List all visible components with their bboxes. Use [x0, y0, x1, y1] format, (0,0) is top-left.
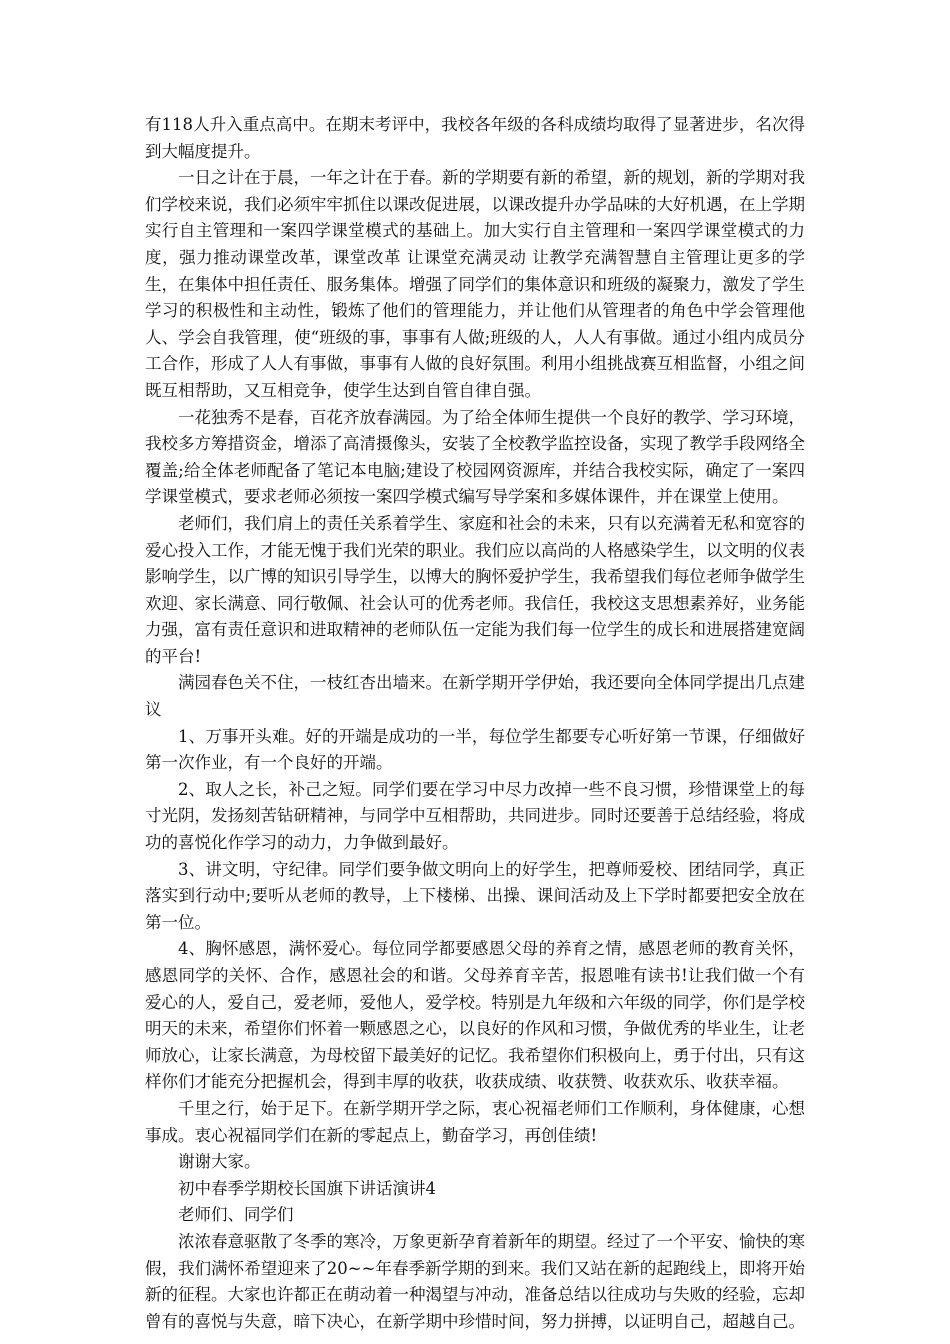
paragraph-new-semester: 一日之计在于晨，一年之计在于春。新的学期要有新的希望，新的规划，新的学期对我们学校来说，我们必须牢牢抓住以课改促进展，以课改提升办学品味的大好机遇，在上学期实行自主管理和一案四学课堂模式的基础上。加大实行自主管理和一案四学课堂模式的力度，强力推动课堂改革，课堂改革 让课堂充满灵动 让教学充满智慧自主管理让更多的学生，在集体中担任责任、服务集体。增强了同学们的集体意识和班级的凝聚力，激发了学生学习的积极性和主动性，锻炼了他们的管理能力，并让他们从管理者的角色中学会管理他人、学会自我管理，使“班级的事，事事有人做;班级的人，人人有事做。通过小组内成员分工合作，形成了人人有事做，事事有人做的良好氛围。利用小组挑战赛互相监督，小组之间既互相帮助，又互相竞争，使学生达到自管自律自强。 [145, 168, 805, 400]
paragraph-teachers: 老师们，我们肩上的责任关系着学生、家庭和社会的未来，只有以充满着无私和宽容的爱心投入工作，才能无愧于我们光荣的职业。我们应以高尚的人格感染学生，以文明的仪表影响学生，以广博的知识引导学生，以博大的胸怀爱护学生，我希望我们每位老师争做学生欢迎、家长满意、同行敬佩、社会认可的优秀老师。我信任，我校这支思想素养好，业务能力强，富有责任意识和进取精神的老师队伍一定能为我们每一位学生的成长和进展搭建宽阔的平台! [145, 513, 805, 666]
paragraph-suggestion-2: 2、取人之长，补己之短。同学们要在学习中尽力改掉一些不良习惯，珍惜课堂上的每寸光阴，发扬刻苦钻研精神，与同学中互相帮助，共同进步。同时还要善于总结经验，将成功的喜悦化作学习的动力，力争做到最好。 [145, 779, 805, 853]
paragraph-spring-opening: 浓浓春意驱散了冬季的寒冷，万象更新孕育着新年的期望。经过了一个平安、愉快的寒假，我们满怀希望迎来了20~~年春季新学期的到来。我们又站在新的起跑线上，即将开始新的征程。大家也许都正在萌动着一种渴望与冲动，准备总结以往成功与失败的经验，忘却曾有的喜悦与失意，暗下决心，在新学期中珍惜时间，努力拼搏，以证明自己，超越自己。 [145, 1231, 805, 1331]
paragraph-suggestions-intro: 满园春色关不住，一枝红杏出墙来。在新学期开学伊始，我还要向全体同学提出几点建议 [145, 673, 805, 720]
paragraph-facilities: 一花独秀不是春，百花齐放春满园。为了给全体师生提供一个良好的教学、学习环境，我校多方筹措资金，增添了高清摄像头，安装了全校教学监控设备，实现了教学手段网络全覆盖;给全体老师配备了笔记本电脑;建设了校园网资源库，并结合我校实际，确定了一案四学课堂模式，要求老师必须按一案四学模式编写导学案和多媒体课件，并在课堂上使用。 [145, 407, 805, 507]
document-body [145, 112, 805, 1335]
paragraph-closing-wishes: 千里之行，始于足下。在新学期开学之际，衷心祝福老师们工作顺利，身体健康，心想事成。衷心祝福同学们在新的零起点上，勤奋学习，再创佳绩! [145, 1098, 805, 1145]
paragraph-continuation: 有118人升入重点高中。在期末考评中，我校各年级的各科成绩均取得了显著进步，名次得到大幅度提升。 [145, 115, 805, 161]
paragraph-suggestion-4: 4、胸怀感恩，满怀爱心。每位同学都要感恩父母的养育之情，感恩老师的教育关怀，感恩同学的关怀、合作，感恩社会的和谐。父母养育辛苦，报恩唯有读书!让我们做一个有爱心的人，爱自己，爱老师，爱他人，爱学校。特别是九年级和六年级的同学，你们是学校明天的未来，希望你们怀着一颗感恩之心，以良好的作风和习惯，争做优秀的毕业生，让老师放心，让家长满意，为母校留下最美好的记忆。我希望你们积极向上，勇于付出，只有这样你们才能充分把握机会，得到丰厚的收获，收获成绩、收获赞、收获欢乐、收获幸福。 [145, 939, 805, 1092]
paragraph-suggestion-3: 3、讲文明，守纪律。同学们要争做文明向上的好学生，把尊师爱校、团结同学，真正落实到行动中;要听从老师的教导，上下楼梯、出操、课间活动及上下学时都要把安全放在第一位。 [145, 859, 805, 932]
salutation: 老师们、同学们 [178, 1205, 294, 1225]
paragraph-thanks: 谢谢大家。 [178, 1152, 261, 1172]
paragraph-suggestion-1: 1、万事开头难。好的开端是成功的一半，每位学生都要专心听好第一节课，仔细做好第一次作业，有一个良好的开端。 [145, 726, 805, 773]
section-title: 初中春季学期校长国旗下讲话演讲4 [178, 1178, 436, 1198]
